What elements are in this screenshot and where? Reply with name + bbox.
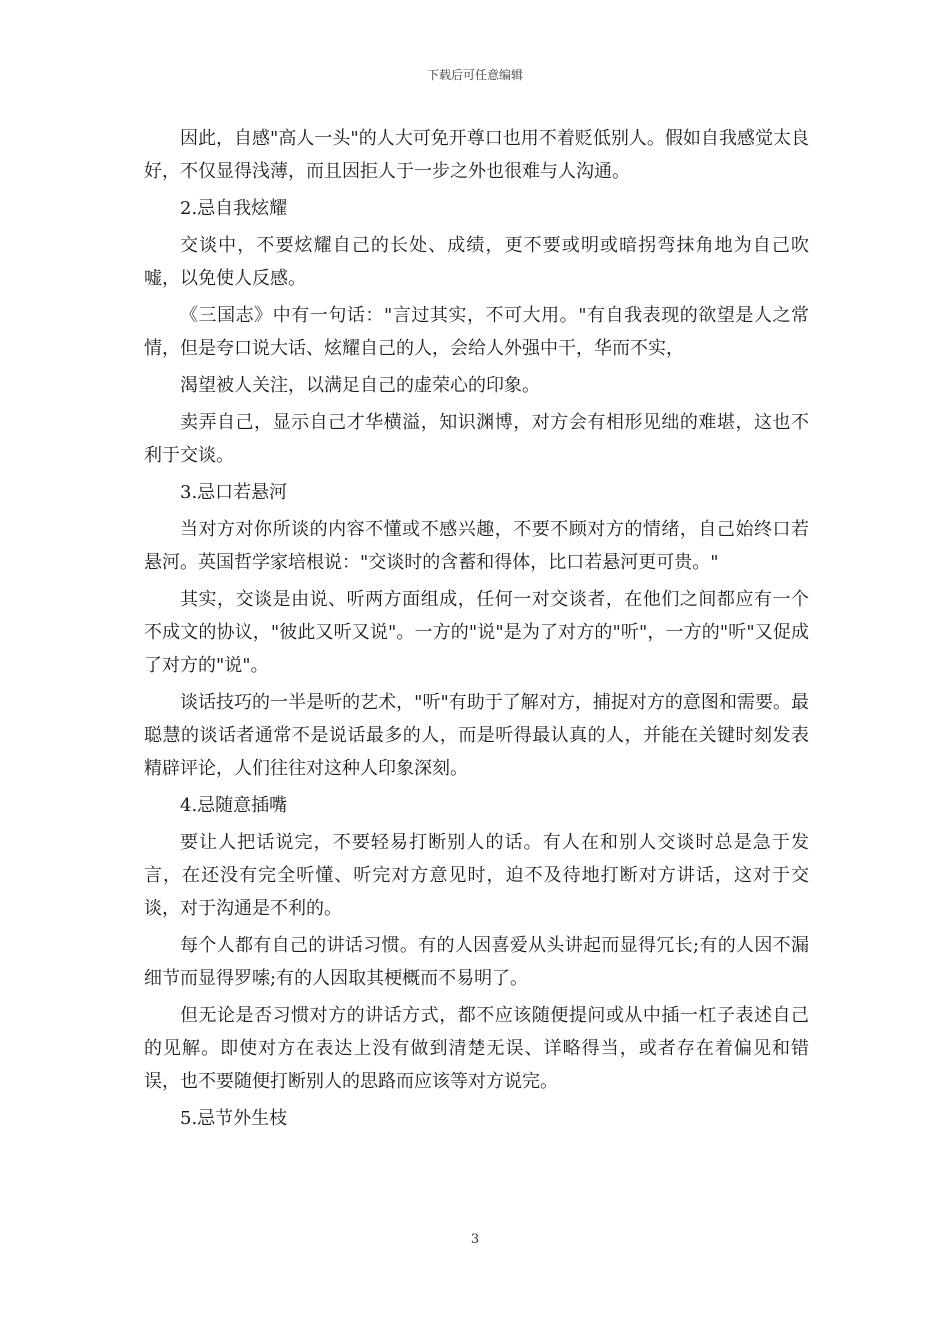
page-number: 3 — [470, 1232, 480, 1247]
paragraph: 交谈中，不要炫耀自己的长处、成绩，更不要或明或暗拐弯抹角地为自己吹嘘，以免使人反感。 — [144, 235, 809, 289]
section-heading: 2.忌自我炫耀 — [180, 198, 288, 219]
paragraph: 当对方对你所谈的内容不懂或不感兴趣，不要不顾对方的情绪，自己始终口若悬河。英国哲学家培根说："交谈时的含蓄和得体，比口若悬河更可贵。" — [144, 519, 809, 573]
section-heading: 5.忌节外生枝 — [180, 1108, 288, 1129]
page-header: 下载后可任意编辑 — [426, 68, 523, 82]
paragraph: 要让人把话说完，不要轻易打断别人的话。有人在和别人交谈时总是急于发言，在还没有完全听懂、听完对方意见时，迫不及待地打断对方讲话，这对于交谈，对于沟通是不利的。 — [144, 832, 809, 919]
paragraph: 谈话技巧的一半是听的艺术，"听"有助于了解对方，捕捉对方的意图和需要。最聪慧的谈话者通常不是说话最多的人，而是听得最认真的人，并能在关键时刻发表精辟评论，人们往往对这种人印象深刻。 — [144, 692, 809, 779]
paragraph: 《三国志》中有一句话："言过其实，不可大用。"有自我表现的欲望是人之常情，但是夸口说大话、炫耀自己的人，会给人外强中干，华而不实， — [144, 305, 809, 359]
paragraph: 因此，自感"高人一头"的人大可免开尊口也用不着贬低别人。假如自我感觉太良好，不仅显得浅薄，而且因拒人于一步之外也很难与人沟通。 — [144, 128, 809, 182]
paragraph: 卖弄自己，显示自己才华横溢，知识渊博，对方会有相形见绌的难堪，这也不利于交谈。 — [144, 412, 809, 466]
section-heading: 3.忌口若悬河 — [180, 482, 288, 503]
paragraph: 其实，交谈是由说、听两方面组成，任何一对交谈者，在他们之间都应有一个不成文的协议，"彼此又听又说"。一方的"说"是为了对方的"听"，一方的"听"又促成了对方的"说"。 — [144, 589, 809, 676]
paragraph: 但无论是否习惯对方的讲话方式，都不应该随便提问或从中插一杠子表述自己的见解。即使对方在表达上没有做到清楚无误、详略得当，或者存在着偏见和错误，也不要随便打断别人的思路而应该等对方说完。 — [144, 1005, 809, 1092]
paragraph: 渴望被人关注，以满足自己的虚荣心的印象。 — [180, 375, 540, 396]
document-body — [144, 122, 809, 1139]
section-heading: 4.忌随意插嘴 — [180, 795, 288, 816]
paragraph: 每个人都有自己的讲话习惯。有的人因喜爱从头讲起而显得冗长;有的人因不漏细节而显得罗嗦;有的人因取其梗概而不易明了。 — [144, 935, 809, 989]
